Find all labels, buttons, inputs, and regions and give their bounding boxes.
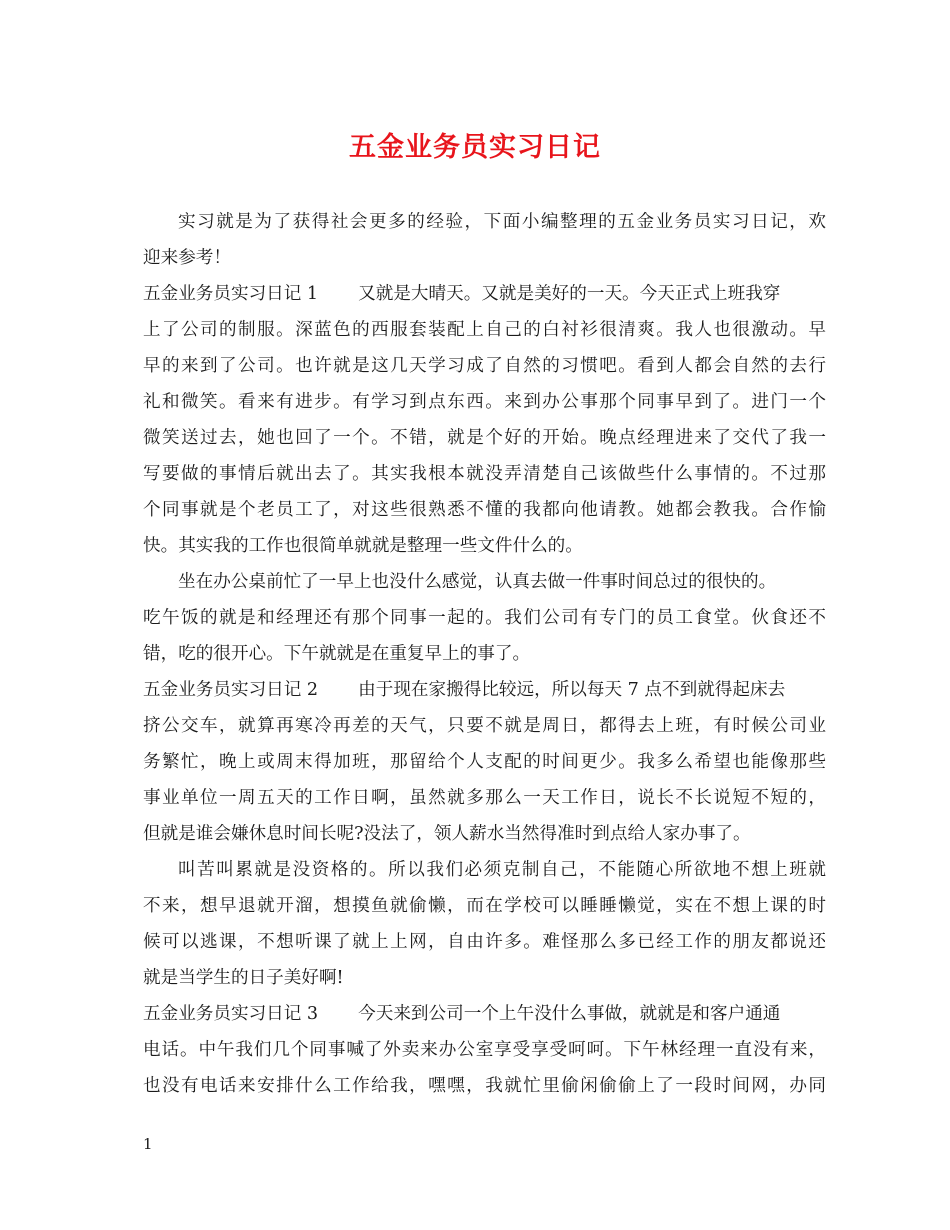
paragraph-line: 叫苦叫累就是没资格的。所以我们必须克制自己，不能随心所欲地不想上班就 [178,860,826,880]
diary-entry-line [143,276,826,312]
paragraph-line: 事业单位一周五天的工作日啊，虽然就多那么一天工作日，说长不长说短不短的， [143,788,826,808]
entry-text: 由于现在家搬得比较远，所以每天 7 点不到就得起床去 [358,680,786,700]
paragraph-line: 上了公司的制服。深蓝色的西服套装配上自己的白衬衫很清爽。我人也很激动。早 [143,320,826,340]
entry-heading: 五金业务员实习日记 2 [143,680,319,700]
entry-heading: 五金业务员实习日记 1 [143,284,319,304]
paragraph-line: 也没有电话来安排什么工作给我，嘿嘿，我就忙里偷闲偷偷上了一段时间网，办同 [143,1076,826,1096]
paragraph-line: 不来，想早退就开溜，想摸鱼就偷懒，而在学校可以睡睡懒觉，实在不想上课的时 [143,896,826,916]
document-title: 五金业务员实习日记 [349,132,601,163]
paragraph-line: 挤公交车，就算再寒冷再差的天气，只要不就是周日，都得去上班，有时候公司业 [143,716,826,736]
diary-entry-line [143,996,826,1032]
entry-heading: 五金业务员实习日记 3 [143,1004,319,1024]
paragraph-line: 快。其实我的工作也很简单就就是整理一些文件什么的。 [143,536,583,556]
diary-entry-line [143,672,826,708]
paragraph-line: 候可以逃课，不想听课了就上上网，自由许多。难怪那么多已经工作的朋友都说还 [143,932,826,952]
entry-text: 今天来到公司一个上午没什么事做，就就是和客户通通 [358,1004,781,1024]
paragraph-line: 坐在办公桌前忙了一早上也没什么感觉，认真去做一件事时间总过的很快的。 [178,572,777,592]
paragraph-line: 早的来到了公司。也许就是这几天学习成了自然的习惯吧。看到人都会自然的去行 [143,356,826,376]
page-number: 1 [143,1135,153,1153]
paragraph-line: 礼和微笑。看来有进步。有学习到点东西。来到办公事那个同事早到了。进门一个 [143,392,826,412]
document-body [143,204,826,1104]
paragraph-line: 实习就是为了获得社会更多的经验，下面小编整理的五金业务员实习日记，欢 [178,212,826,232]
paragraph-line: 微笑送过去，她也回了一个。不错，就是个好的开始。晚点经理进来了交代了我一 [143,428,826,448]
paragraph-line: 写要做的事情后就出去了。其实我根本就没弄清楚自己该做些什么事情的。不过那 [143,464,826,484]
paragraph-line: 就是当学生的日子美好啊! [143,968,344,988]
paragraph-line: 错，吃的很开心。下午就就是在重复早上的事了。 [143,644,531,664]
paragraph-line: 个同事就是个老员工了，对这些很熟悉不懂的我都向他请教。她都会教我。合作愉 [143,500,826,520]
paragraph-line: 迎来参考！ [143,248,231,268]
paragraph-line: 务繁忙，晚上或周末得加班，那留给个人支配的时间更少。我多么希望也能像那些 [143,752,826,772]
paragraph-line: 吃午饭的就是和经理还有那个同事一起的。我们公司有专门的员工食堂。伙食还不 [143,608,826,628]
entry-text: 又就是大晴天。又就是美好的一天。今天正式上班我穿 [358,284,781,304]
paragraph-line: 电话。中午我们几个同事喊了外卖来办公室享受享受呵呵。下午林经理一直没有来， [143,1040,826,1060]
paragraph-line: 但就是谁会嫌休息时间长呢?没法了，领人薪水当然得准时到点给人家办事了。 [143,824,751,844]
